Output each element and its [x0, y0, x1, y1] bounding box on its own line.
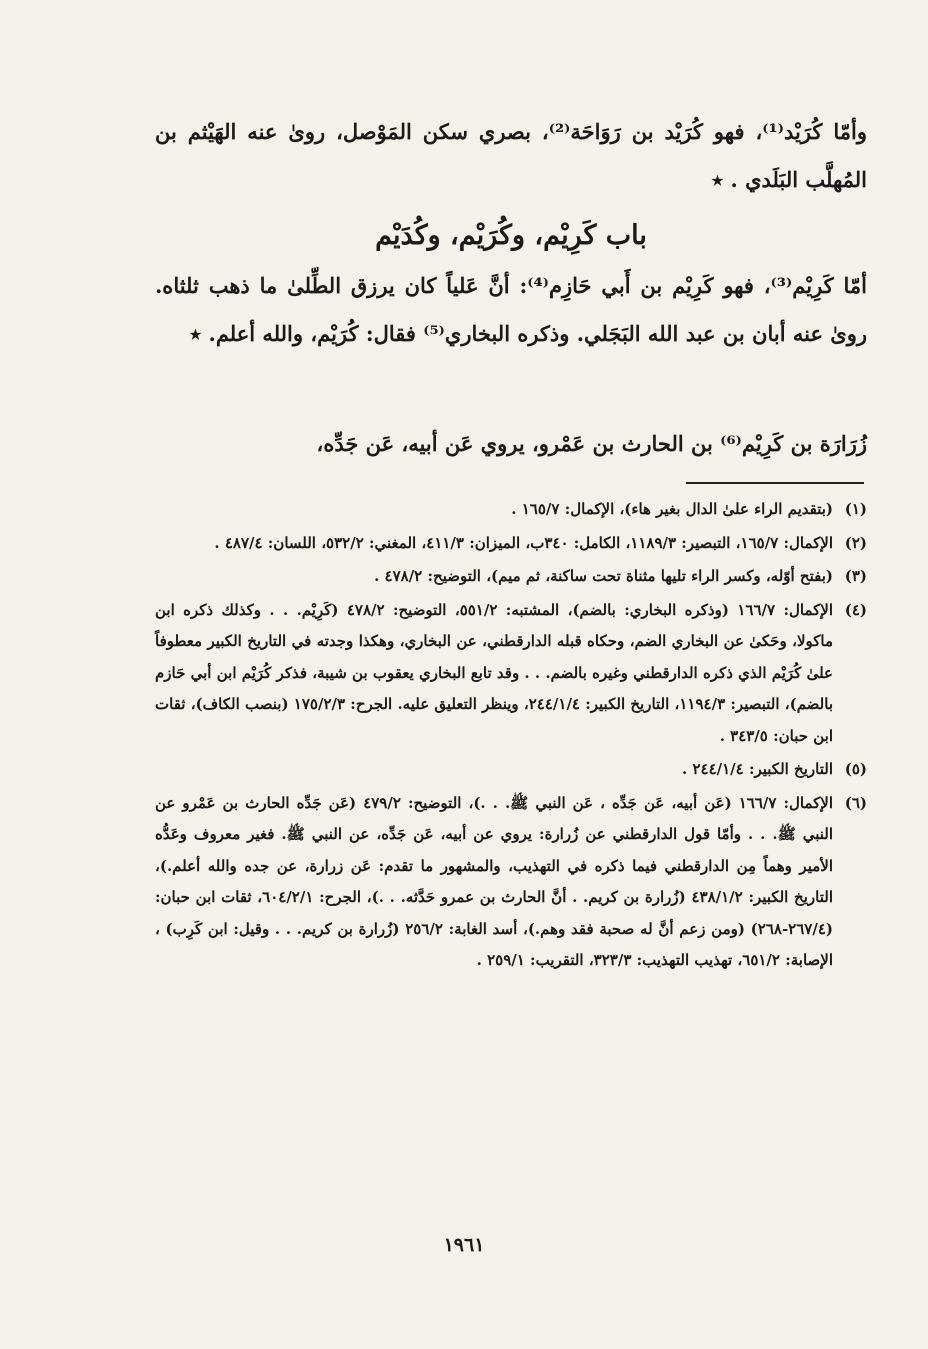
paragraph-text: أمّا كَرِيْم⁽³⁾، فهو كَرِيْم بن أَبي حَازِم⁽⁴⁾: أنَّ عَلياً كان يرزق الطِّلىٰ ما ذهب ثلثاه. روىٰ عنه أبان بن عبد الله البَجَلي. وذكره البخاري⁽⁵⁾ فقال: كُرَيْم، والله أعلم. ٭	[155, 273, 868, 346]
footnote-text: (بفتح أوّله، وكسر الراء تليها مثناة تحت ساكنة، ثم ميم)، التوضيح: ٤٧٨/٢ .	[374, 567, 833, 585]
footnote-text: الإكمال: ١٦٥/٧، التبصير: ١١٨٩/٣، الكامل: ٣٤٠ب، الميزان: ٤١١/٣، المغني: ٥٣٢/٢، اللسان: ٤٨٧/٤ .	[214, 533, 833, 552]
footnote-6	[155, 788, 867, 977]
footnote-separator	[686, 482, 864, 484]
footnote-number: (٢)	[844, 533, 867, 552]
footnote-5	[155, 754, 867, 786]
footnote-4	[155, 595, 867, 753]
footnote-3	[155, 561, 867, 593]
footnote-text: الإكمال: ١٦٦/٧ (وذكره البخاري: بالضم)، المشتبه: ٥٥١/٢، التوضيح: ٤٧٨/٢ (كَرِيْم. . . وكذلك ذكره ابن ماكولا، وحَكىٰ عن البخاري الضم، وحكاه قبله الدارقطني، عن البخاري، وهكذا وجدته في التاريخ الكبير معطوفاً علىٰ كُرَيْم الذي ذكره الدارقطني وغيره بالضم. . . وقد تابع البخاري يعقوب بن شيبة، فذكر كُرَيْم ابن أبي حَازم بالضم)، التبصير: ١١٩٤/٣، التاريخ الكبير: ٢٤٤/١/٤، وينظر التعليق عليه. الجرح: ١٧٥/٢/٣ (بنصب الكاف)، ثقات ابن حبان: ٣٤٣/٥ .	[155, 600, 833, 745]
footnote-1	[155, 494, 867, 526]
paragraph-karim	[155, 262, 867, 358]
footnote-2	[155, 528, 867, 560]
footnote-text: (بتقديم الراء علىٰ الدال بغير هاء)، الإكمال: ١٦٥/٧ .	[511, 500, 833, 518]
footnote-number: (١)	[844, 500, 867, 518]
paragraph-text: زُرَارَة بن كَرِيْم⁽⁶⁾ بن الحارث بن عَمْرو، يروي عَن أبيه، عَن جَدِّه،	[316, 431, 867, 456]
section-heading: باب كَرِيْم، وكُرَيْم، وكُدَيْم	[375, 220, 647, 251]
footnote-number: (٤)	[844, 600, 867, 619]
footnote-number: (٦)	[844, 793, 867, 812]
page-number: ١٩٦١	[443, 1234, 485, 1256]
paragraph-text: وأمّا كُرَيْد⁽¹⁾، فهو كُرَيْد بن رَوَاحَة⁽²⁾، بصري سكن المَوْصل، روىٰ عنه الهَيْثم بن المُهلَّب البَلَدي . ٭	[155, 119, 867, 192]
footnote-text: الإكمال: ١٦٦/٧ (عَن أبيه، عَن جَدِّه ، عَن النبي ﷺ. . .)، التوضيح: ٤٧٩/٢ (عَن جَدِّه الحارث بن عَمْرو عن النبي ﷺ. . . وأمّا قول الدارقطني عن زُرارة: يروي عن أبيه، عَن جَدِّه، عن النبي ﷺ. فغير معروف وعَدُّه الأمير وهماً مِن الدارقطني فيما ذكره في التهذيب، والمشهور ما تقدم: عَن زرارة، عن جده والله أعلم.)، التاريخ الكبير: ٤٣٨/١/٢ (زُرارة بن كريم. . أنَّ الحارث بن عمرو حَدَّثه. . .)، الجرح: ٦٠٤/٢/١، ثقات ابن حبان: (٢٦٧/٤-٢٦٨) (ومن زعم أنَّ له صحبة فقد وهم.)، أسد الغابة: ٢٥٦/٢ (زُرارة بن كريم. . . وقيل: ابن كَرِب) ، الإصابة: ٦٥١/٢، تهذيب التهذيب: ٣٢٣/٣، التقريب: ٢٥٩/١ .	[155, 793, 834, 969]
paragraph-kurayd	[155, 108, 867, 204]
footnotes	[155, 494, 867, 979]
footnote-number: (٣)	[844, 567, 867, 585]
footnote-text: التاريخ الكبير: ٢٤٤/١/٤ .	[682, 760, 833, 778]
footnote-number: (٥)	[844, 760, 867, 778]
paragraph-zurara	[155, 420, 867, 468]
